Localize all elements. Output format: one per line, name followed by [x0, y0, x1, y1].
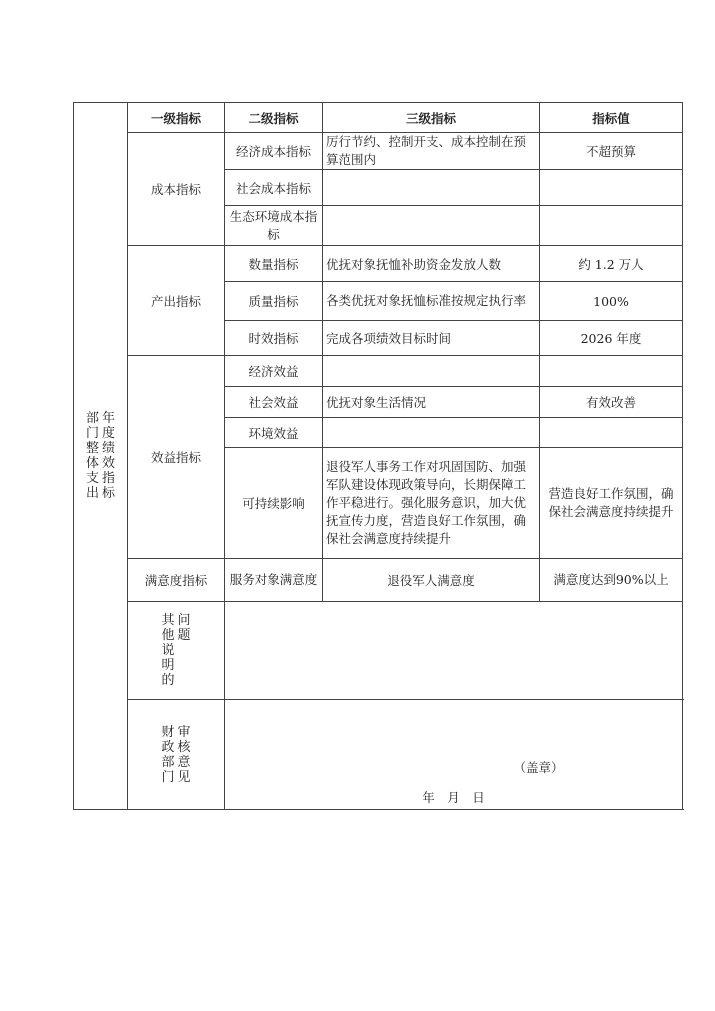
- cost-l2: 社会成本指标: [225, 170, 323, 206]
- output-l3: 各类优抚对象抚恤标准按规定执行率: [323, 282, 540, 321]
- seal-placeholder: （盖章）: [513, 760, 564, 775]
- benefit-l3: 退役军人事务工作对巩固国防、加强军队建设体现政策导向，长期保障工作平稳进行。强化服务意识，加大优抚宣传力度，营造良好工作氛围，确保社会满意度持续提升: [323, 448, 540, 559]
- satisfaction-value: 满意度达到90%以上: [540, 559, 683, 602]
- benefit-l2: 环境效益: [225, 418, 323, 448]
- finance-review-row: [74, 700, 683, 810]
- output-l2: 时效指标: [225, 321, 323, 356]
- output-l2: 数量指标: [225, 246, 323, 282]
- side-label-main: [74, 103, 128, 810]
- finance-review-content: [225, 700, 683, 810]
- side-label-finance-a: 财政部门: [161, 724, 175, 785]
- other-notes-row: [74, 602, 683, 700]
- table-row: [74, 356, 683, 387]
- cost-l3: [323, 206, 540, 246]
- table-row: [74, 133, 683, 170]
- cost-value: [540, 170, 683, 206]
- cost-l2: 经济成本指标: [225, 133, 323, 170]
- header-level1: 一级指标: [128, 103, 225, 133]
- side-label-other: [128, 602, 225, 700]
- side-label-other-b: 问题: [177, 613, 191, 643]
- performance-table: [73, 102, 683, 810]
- date-placeholder: 年 月 日: [422, 790, 485, 805]
- cost-label: 成本指标: [128, 133, 225, 246]
- satisfaction-l3: 退役军人满意度: [323, 559, 540, 602]
- other-notes-content: [225, 602, 683, 700]
- header-level2: 二级指标: [225, 103, 323, 133]
- output-l3: 优抚对象抚恤补助资金发放人数: [323, 246, 540, 282]
- cost-value: [540, 206, 683, 246]
- output-value: 约 1.2 万人: [540, 246, 683, 282]
- header-value: 指标值: [540, 103, 683, 133]
- satisfaction-l2: 服务对象满意度: [225, 559, 323, 602]
- benefit-l2: 经济效益: [225, 356, 323, 387]
- output-value: 2026 年度: [540, 321, 683, 356]
- header-level3: 三级指标: [323, 103, 540, 133]
- benefit-l3: 优抚对象生活情况: [323, 387, 540, 418]
- cost-value: 不超预算: [540, 133, 683, 170]
- benefit-l2: 社会效益: [225, 387, 323, 418]
- side-label-main-b: 年度绩效指标: [102, 411, 116, 501]
- output-l2: 质量指标: [225, 282, 323, 321]
- benefit-l3: [323, 418, 540, 448]
- cost-l3: [323, 170, 540, 206]
- benefit-value: 有效改善: [540, 387, 683, 418]
- benefit-l2: 可持续影响: [225, 448, 323, 559]
- satisfaction-label: 满意度指标: [128, 559, 225, 602]
- side-label-finance-b: 审核意见: [177, 724, 191, 785]
- benefit-value: [540, 418, 683, 448]
- side-label-finance: [128, 700, 225, 810]
- side-label-other-a: 其他说明的: [161, 613, 175, 688]
- output-value: 100%: [540, 282, 683, 321]
- cost-l2: 生态环境成本指标: [225, 206, 323, 246]
- benefit-value: 营造良好工作氛围，确保社会满意度持续提升: [540, 448, 683, 559]
- benefit-label: 效益指标: [128, 356, 225, 559]
- table-row: [74, 559, 683, 602]
- side-label-main-a: 部门整体支出: [86, 411, 100, 501]
- header-row: [74, 103, 683, 133]
- output-label: 产出指标: [128, 246, 225, 356]
- benefit-value: [540, 356, 683, 387]
- cost-l3: 厉行节约、控制开支、成本控制在预算范围内: [323, 133, 540, 170]
- table-row: [74, 246, 683, 282]
- benefit-l3: [323, 356, 540, 387]
- output-l3: 完成各项绩效目标时间: [323, 321, 540, 356]
